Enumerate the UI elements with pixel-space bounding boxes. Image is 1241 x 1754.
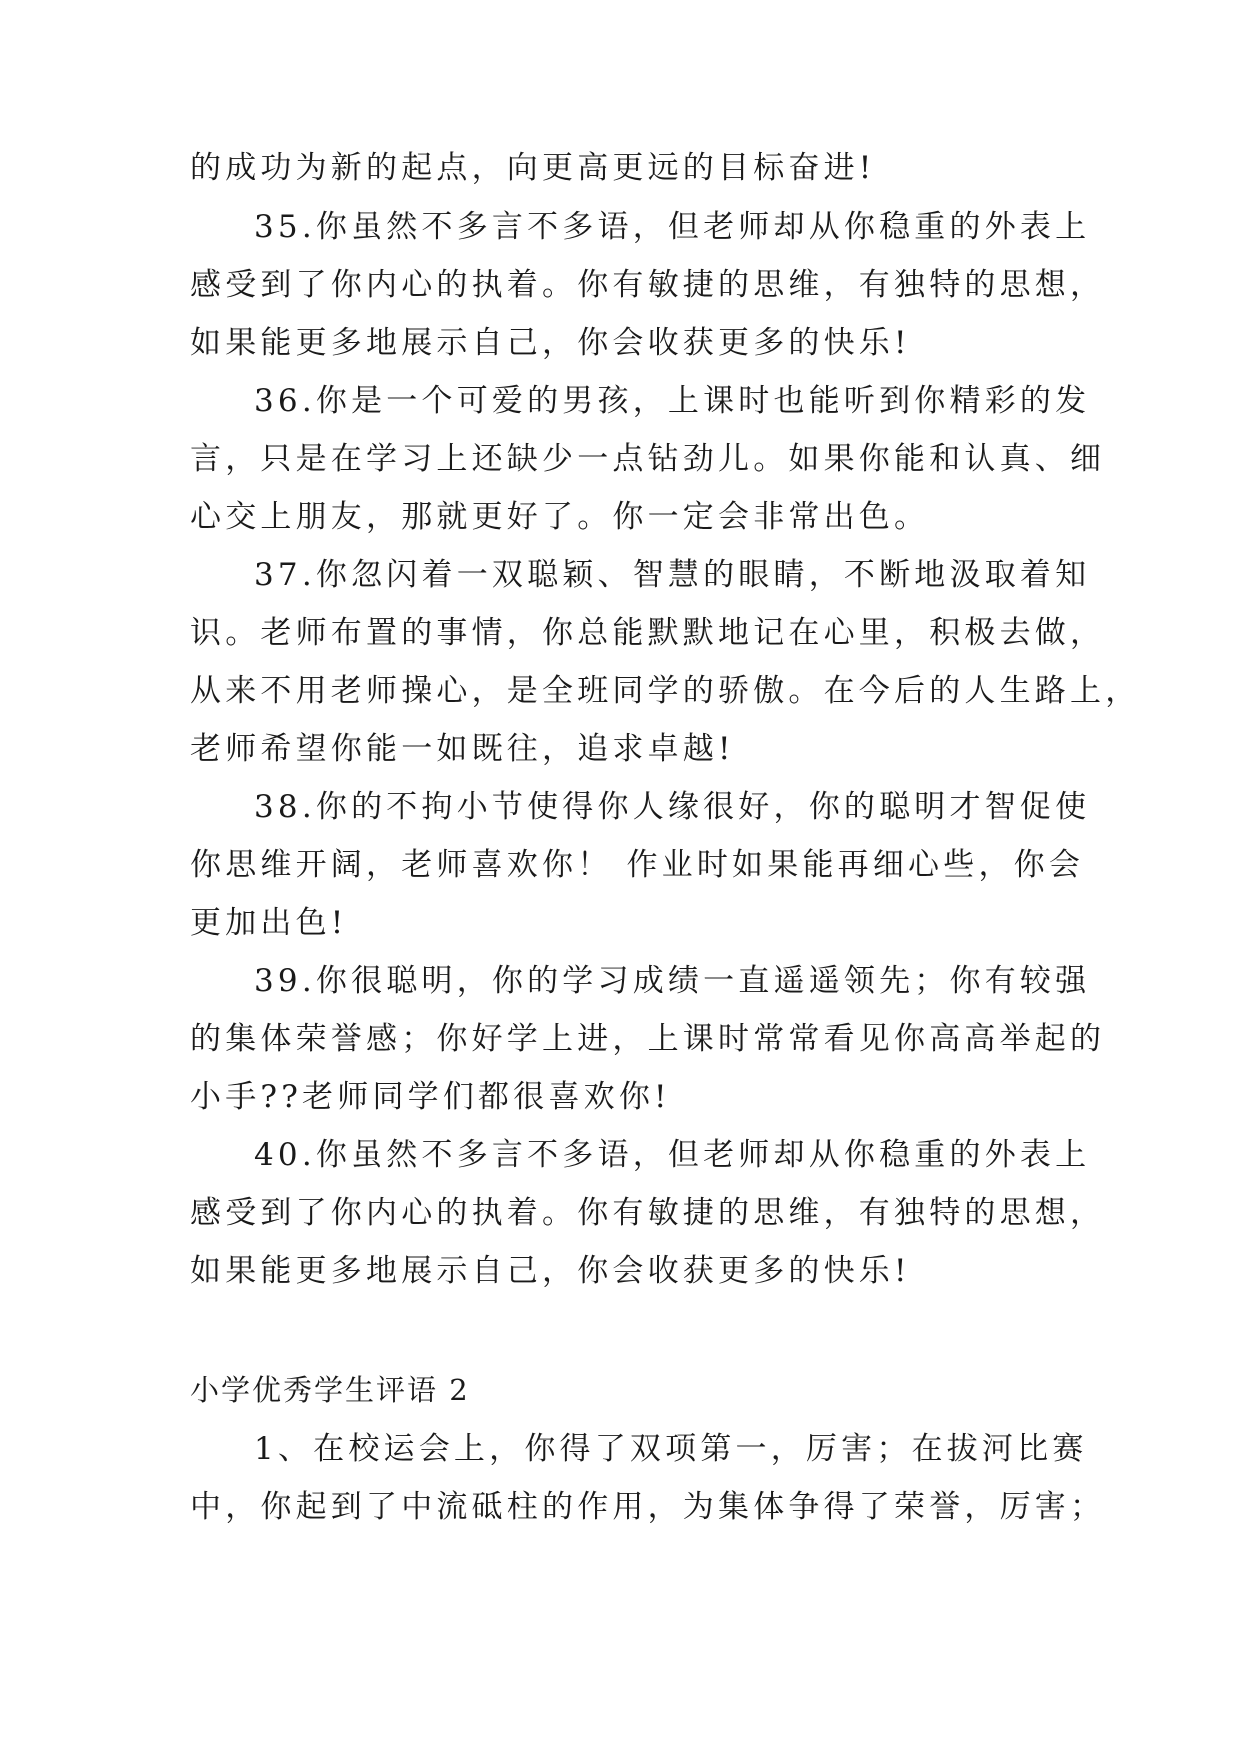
comment-35-line: 35.你虽然不多言不多语，但老师却从你稳重的外表上 <box>254 209 1091 245</box>
comment-40-line: 40.你虽然不多言不多语，但老师却从你稳重的外表上 <box>254 1137 1091 1173</box>
comment-37-line: 37.你忽闪着一双聪颖、智慧的眼睛，不断地汲取着知 <box>254 557 1091 593</box>
section-heading: 小学优秀学生评语 2 <box>190 1373 470 1407</box>
comment-36-line: 36.你是一个可爱的男孩，上课时也能听到你精彩的发 <box>254 383 1091 419</box>
paragraph-line: 老师希望你能一如既往，追求卓越! <box>190 731 735 767</box>
comment-1-line: 1、在校运会上，你得了双项第一，厉害；在拔河比赛 <box>254 1431 1088 1467</box>
paragraph-line: 小手??老师同学们都很喜欢你! <box>190 1079 671 1115</box>
paragraph-line: 更加出色! <box>190 905 348 941</box>
paragraph-line: 如果能更多地展示自己，你会收获更多的快乐! <box>190 325 911 361</box>
paragraph-line: 感受到了你内心的执着。你有敏捷的思维，有独特的思想， <box>190 1195 1106 1231</box>
paragraph-line: 识。老师布置的事情，你总能默默地记在心里，积极去做， <box>190 615 1106 651</box>
paragraph-line: 你思维开阔，老师喜欢你！ 作业时如果能再细心些，你会 <box>190 847 1085 883</box>
paragraph-line: 中，你起到了中流砥柱的作用，为集体争得了荣誉，厉害； <box>190 1489 1106 1525</box>
paragraph-line: 心交上朋友，那就更好了。你一定会非常出色。 <box>190 499 930 535</box>
paragraph-line: 的集体荣誉感；你好学上进，上课时常常看见你高高举起的 <box>190 1021 1106 1057</box>
paragraph-line: 如果能更多地展示自己，你会收获更多的快乐! <box>190 1253 911 1289</box>
paragraph-line: 从来不用老师操心，是全班同学的骄傲。在今后的人生路上， <box>190 673 1141 709</box>
comment-38-line: 38.你的不拘小节使得你人缘很好，你的聪明才智促使 <box>254 789 1091 825</box>
comment-39-line: 39.你很聪明，你的学习成绩一直遥遥领先；你有较强 <box>254 963 1091 999</box>
paragraph-line: 感受到了你内心的执着。你有敏捷的思维，有独特的思想， <box>190 267 1106 303</box>
paragraph-line: 的成功为新的起点，向更高更远的目标奋进! <box>190 150 876 186</box>
paragraph-line: 言，只是在学习上还缺少一点钻劲儿。如果你能和认真、细 <box>190 441 1106 477</box>
